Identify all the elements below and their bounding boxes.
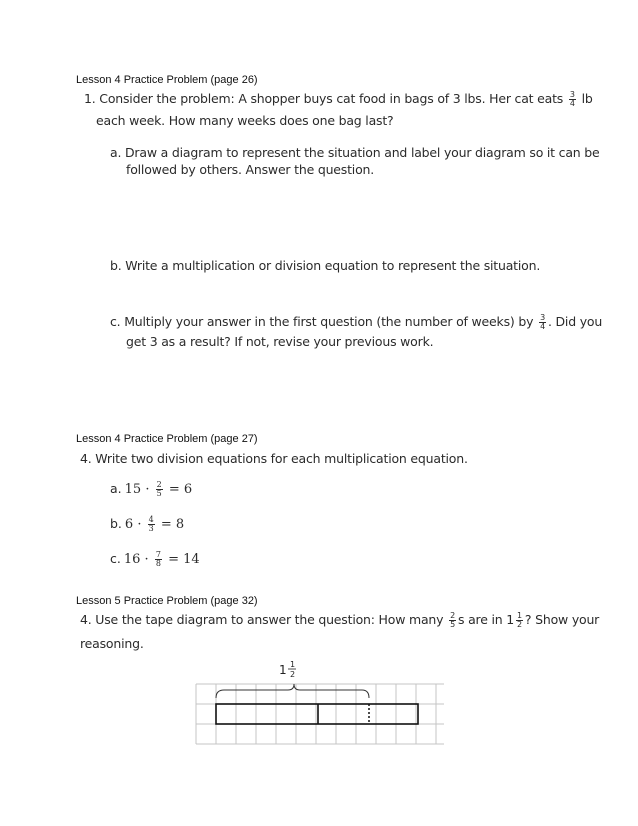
section-heading-1: Lesson 4 Practice Problem (page 26) [76, 74, 258, 86]
problem-1a-line-1: a. Draw a diagram to represent the situation and label your diagram so it can be [110, 145, 600, 160]
diagram-label-numerator: 1 [290, 660, 296, 669]
brace [216, 684, 369, 698]
problem-1b: b. Write a multiplication or division equation to represent the situation. [110, 258, 541, 273]
problem-4-tape-line-2: reasoning. [80, 636, 144, 651]
fraction-three-fourths: $\frac{3}{4}$ [569, 90, 575, 108]
grid [196, 684, 444, 744]
section-heading-2: Lesson 4 Practice Problem (page 27) [76, 433, 258, 445]
problem-4-intro: 4. Write two division equations for each multiplication equation. [80, 451, 468, 466]
problem-4-tape-line-1: 4. Use the tape diagram to answer the question: How many $\frac{2}{5}$ s are in 1 $\frac{1}{2}$ ? Show your [80, 611, 600, 629]
equation-c: c. 16 · $\frac{7}{8}$ = 14 [110, 550, 200, 568]
problem-1c-line-2: get 3 as a result? If not, revise your previous work. [126, 334, 434, 349]
tape-bar [216, 704, 418, 724]
diagram-label-whole: 1 [279, 663, 287, 677]
equation-b: b. 6 · $\frac{4}{3}$ = 8 [110, 515, 185, 533]
fraction-three-fourths: $\frac{3}{4}$ [540, 313, 545, 331]
equation-a: a. 15 · $\frac{2}{5}$ = 6 [110, 480, 193, 498]
tape-diagram [190, 658, 450, 748]
problem-1c-line-1: c. Multiply your answer in the first question (the number of weeks) by $\frac{3}{4}$ . Did you [110, 313, 603, 331]
diagram-label-denominator: 2 [290, 670, 296, 679]
section-heading-3: Lesson 5 Practice Problem (page 32) [76, 595, 258, 607]
problem-1-line-1: 1. Consider the problem: A shopper buys cat food in bags of 3 lbs. Her cat eats $\frac{3}{4}$ lb [84, 90, 593, 108]
problem-1a-line-2: followed by others. Answer the question. [126, 162, 375, 177]
problem-1-line-2: each week. How many weeks does one bag last? [96, 113, 394, 128]
